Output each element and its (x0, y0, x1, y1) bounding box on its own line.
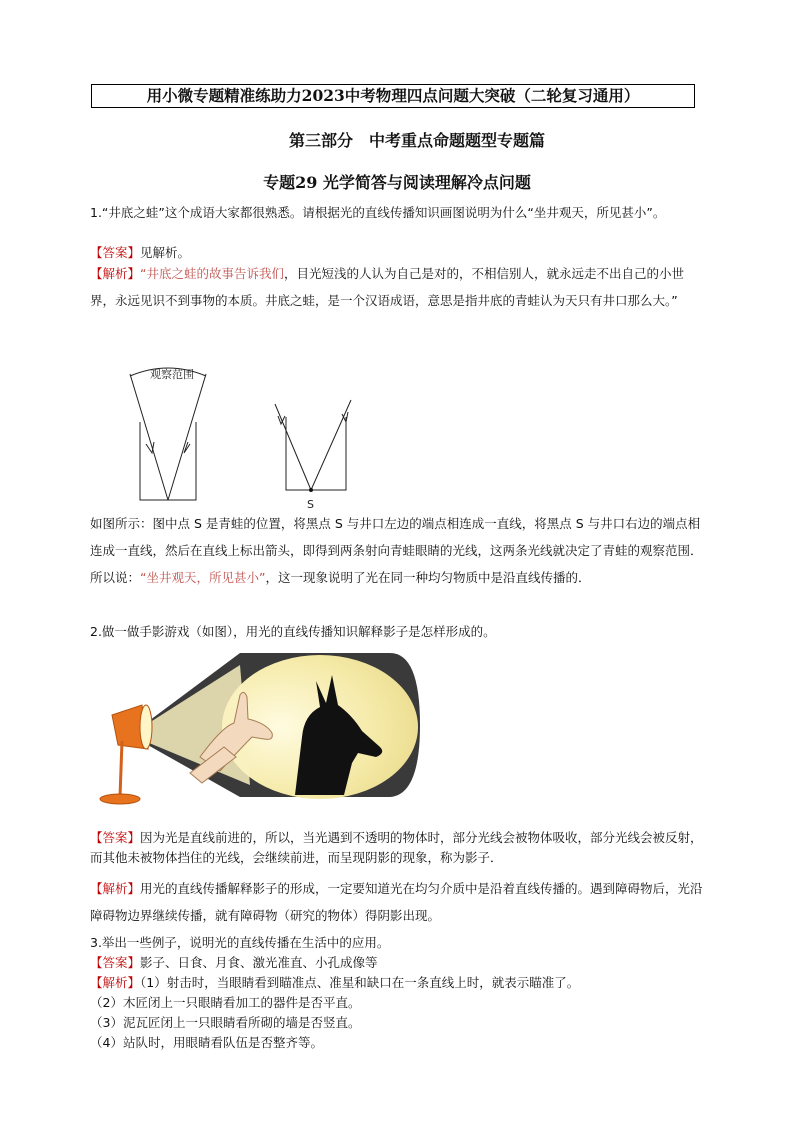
left-arrow-a (146, 442, 154, 453)
q3-question: 3.举出一些例子，说明光的直线传播在生活中的应用。 (90, 935, 390, 950)
analysis-tag: 【解析】 (90, 881, 141, 896)
q1-explanation (90, 510, 708, 591)
q3-analysis-line-2: （2）木匠闭上一只眼睛看加工的器件是否平直。 (90, 995, 361, 1010)
part-heading: 第三部分 中考重点命题题型专题篇 (288, 131, 545, 150)
q3-analysis-line-4: （4）站队时，用眼睛看队伍是否整齐等。 (90, 1035, 323, 1050)
answer-text: 见解析。 (140, 245, 191, 260)
explanation-quote: “坐井观天，所见甚小” (140, 570, 266, 585)
right-sight-line-b (311, 400, 351, 490)
right-sight-line-a (275, 404, 311, 490)
q2-question: 2.做一做手影游戏（如图），用光的直线传播知识解释影子是怎样形成的。 (90, 624, 496, 639)
analysis-tag: 【解析】 (90, 266, 141, 281)
analysis-quote: “井底之蛙的故事告诉我们 (140, 266, 284, 281)
q3-answer (90, 953, 708, 973)
q3-analysis-line-3: （3）泥瓦匠闭上一只眼睛看所砌的墙是否竖直。 (90, 1015, 361, 1030)
analysis-text: ，目光短浅的人认为自己是对的，不相信别人，就永远走不出自己的小世界，永远见识不到事物的本质。井底之蛙，是一个汉语成语，意思是指井底的青蛙认为天只有井口那么大。” (90, 266, 685, 308)
analysis-text: 用光的直线传播解释影子的形成，一定要知道光在均匀介质中是沿着直线传播的。遇到障碍物后，光沿障碍物边界继续传播，就有障碍物（研究的物体）得阴影出现。 (90, 881, 703, 923)
explanation-part-2: ，这一现象说明了光在同一种均匀物质中是沿直线传播的． (265, 570, 591, 585)
q3-analysis (90, 973, 708, 993)
answer-tag: 【答案】 (90, 955, 141, 970)
answer-text: 因为光是直线前进的，所以，当光遇到不透明的物体时，部分光线会被物体吸收，部分光线会被反射，而其他未被物体挡住的光线，会继续前进，而呈现阴影的现象，称为影子． (90, 830, 703, 865)
answer-tag: 【答案】 (90, 245, 141, 260)
range-label: 观察范围 (150, 368, 194, 381)
q1-analysis (90, 260, 708, 314)
q1-question: 1.“井底之蛙”这个成语大家都很熟悉。请根据光的直线传播知识画图说明为什么“坐井观天，所见甚小”。 (90, 205, 666, 220)
point-s-label: S (307, 498, 314, 511)
well-diagram (110, 362, 370, 512)
left-sight-line-a (130, 374, 168, 500)
q2-answer (90, 828, 708, 868)
left-sight-line-b (168, 374, 206, 500)
topic-heading: 专题29 光学简答与阅读理解冷点问题 (263, 173, 531, 192)
analysis-tag: 【解析】 (90, 975, 141, 990)
answer-tag: 【答案】 (90, 830, 141, 845)
analysis-line: （1）射击时，当眼睛看到瞄准点、准星和缺口在一条直线上时，就表示瞄准了。 (140, 975, 580, 990)
explanation-part-1: 如图所示：图中点 S 是青蛙的位置，将黑点 S 与井口左边的端点相连成一直线，将黑点 S 与井口右边的端点相连成一直线，然后在直线上标出箭头，即得到两条射向青蛙眼睛的光线，这两条光线就决定了青蛙的观察范围．所以说： (90, 516, 703, 585)
q2-analysis (90, 875, 708, 929)
answer-text: 影子、日食、月食、激光准直、小孔成像等 (140, 955, 378, 970)
frog-point (309, 488, 313, 492)
series-banner: 用小微专题精准练助力2023中考物理四点问题大突破（二轮复习通用） (91, 84, 695, 108)
hand-shadow-illustration (90, 645, 420, 815)
